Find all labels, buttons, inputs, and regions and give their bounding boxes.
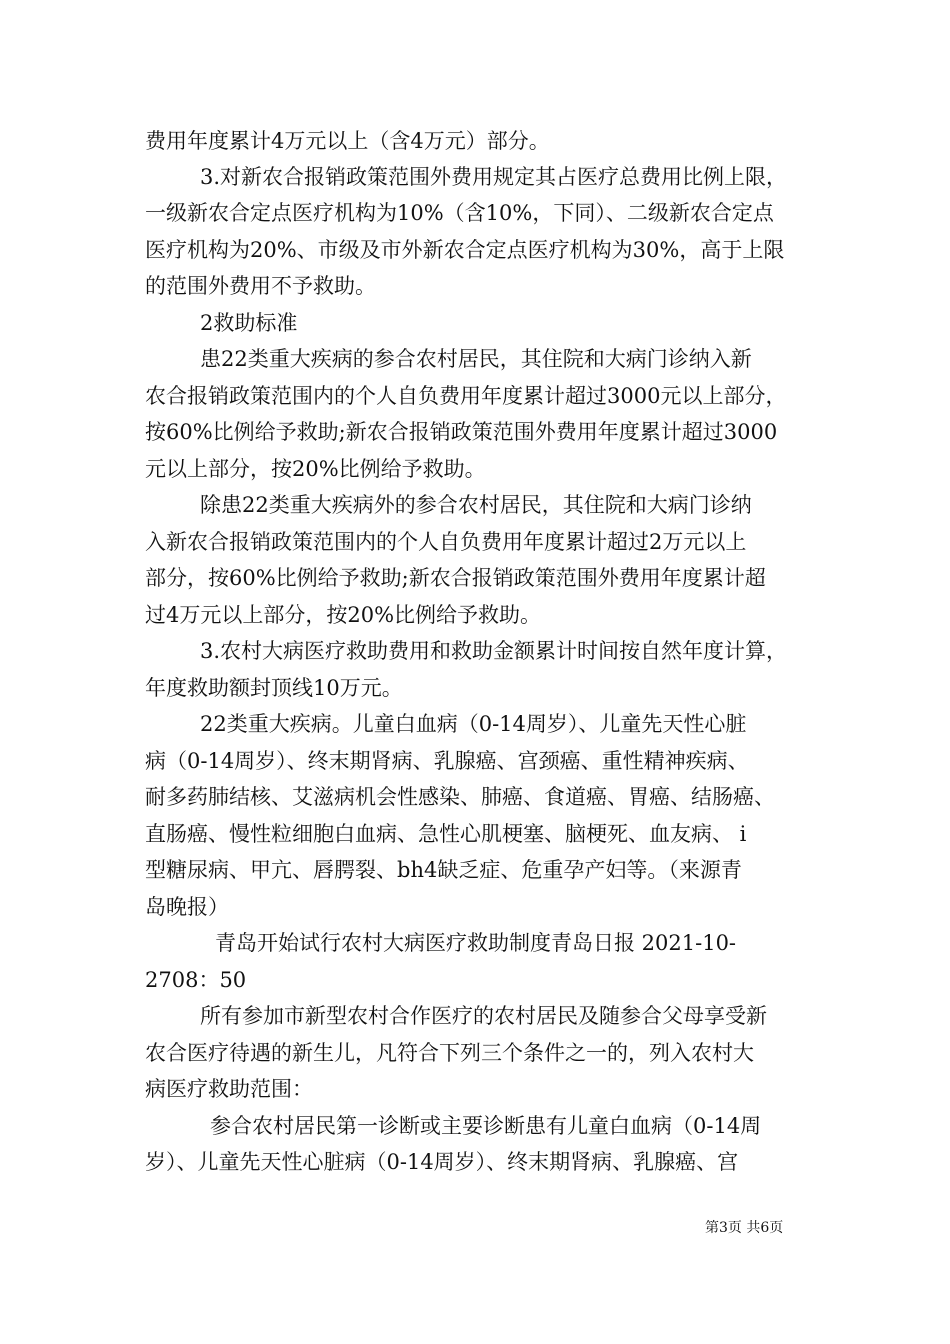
page-number: 第3页 共6页 <box>705 1220 784 1236</box>
text-line: 医疗机构为20%、市级及市外新农合定点医疗机构为30%，高于上限 <box>145 238 785 262</box>
text-line: 3.对新农合报销政策范围外费用规定其占医疗总费用比例上限， <box>200 165 788 189</box>
text-line: 年度救助额封顶线10万元。 <box>145 676 403 700</box>
text-line: 耐多药肺结核、艾滋病机会性感染、肺癌、食道癌、胃癌、结肠癌、 <box>145 785 775 809</box>
text-line: 所有参加市新型农村合作医疗的农村居民及随参合父母享受新 <box>200 1004 767 1028</box>
text-line: 病（0-14周岁）、终末期肾病、乳腺癌、宫颈癌、重性精神疾病、 <box>145 749 749 773</box>
text-line: 一级新农合定点医疗机构为10%（含10%，下同）、二级新农合定点 <box>145 201 774 225</box>
text-line: 2708：50 <box>145 968 247 992</box>
text-line: 按60%比例给予救助;新农合报销政策范围外费用年度累计超过3000 <box>145 420 778 444</box>
text-line: 入新农合报销政策范围内的个人自负费用年度累计超过2万元以上 <box>145 530 747 554</box>
section-heading: 2救助标准 <box>200 311 298 335</box>
text-line: 直肠癌、慢性粒细胞白血病、急性心肌梗塞、脑梗死、血友病、 i <box>145 822 747 846</box>
text-line: 岁）、儿童先天性心脏病（0-14周岁）、终末期肾病、乳腺癌、宫 <box>145 1150 739 1174</box>
text-line: 22类重大疾病。儿童白血病（0-14周岁）、儿童先天性心脏 <box>200 712 747 736</box>
text-line: 过4万元以上部分，按20%比例给予救助。 <box>145 603 542 627</box>
text-line: 参合农村居民第一诊断或主要诊断患有儿童白血病（0-14周 <box>210 1114 762 1138</box>
text-line: 病医疗救助范围： <box>145 1077 313 1101</box>
text-line: 的范围外费用不予救助。 <box>145 274 376 298</box>
text-line: 除患22类重大疾病外的参合农村居民，其住院和大病门诊纳 <box>200 493 752 517</box>
text-line: 部分，按60%比例给予救助;新农合报销政策范围外费用年度累计超 <box>145 566 766 590</box>
text-line: 费用年度累计4万元以上（含4万元）部分。 <box>145 129 550 153</box>
text-line: 农合医疗待遇的新生儿，凡符合下列三个条件之一的，列入农村大 <box>145 1041 754 1065</box>
text-line: 岛晚报） <box>145 895 229 919</box>
text-line: 元以上部分，按20%比例给予救助。 <box>145 457 486 481</box>
text-line: 型糖尿病、甲亢、唇腭裂、bh4缺乏症、危重孕产妇等。（来源青 <box>145 858 742 882</box>
text-line: 青岛开始试行农村大病医疗救助制度青岛日报 2021-10- <box>215 931 737 955</box>
text-line: 农合报销政策范围内的个人自负费用年度累计超过3000元以上部分， <box>145 384 787 408</box>
text-line: 患22类重大疾病的参合农村居民，其住院和大病门诊纳入新 <box>200 347 752 371</box>
text-line: 3.农村大病医疗救助费用和救助金额累计时间按自然年度计算， <box>200 639 788 663</box>
